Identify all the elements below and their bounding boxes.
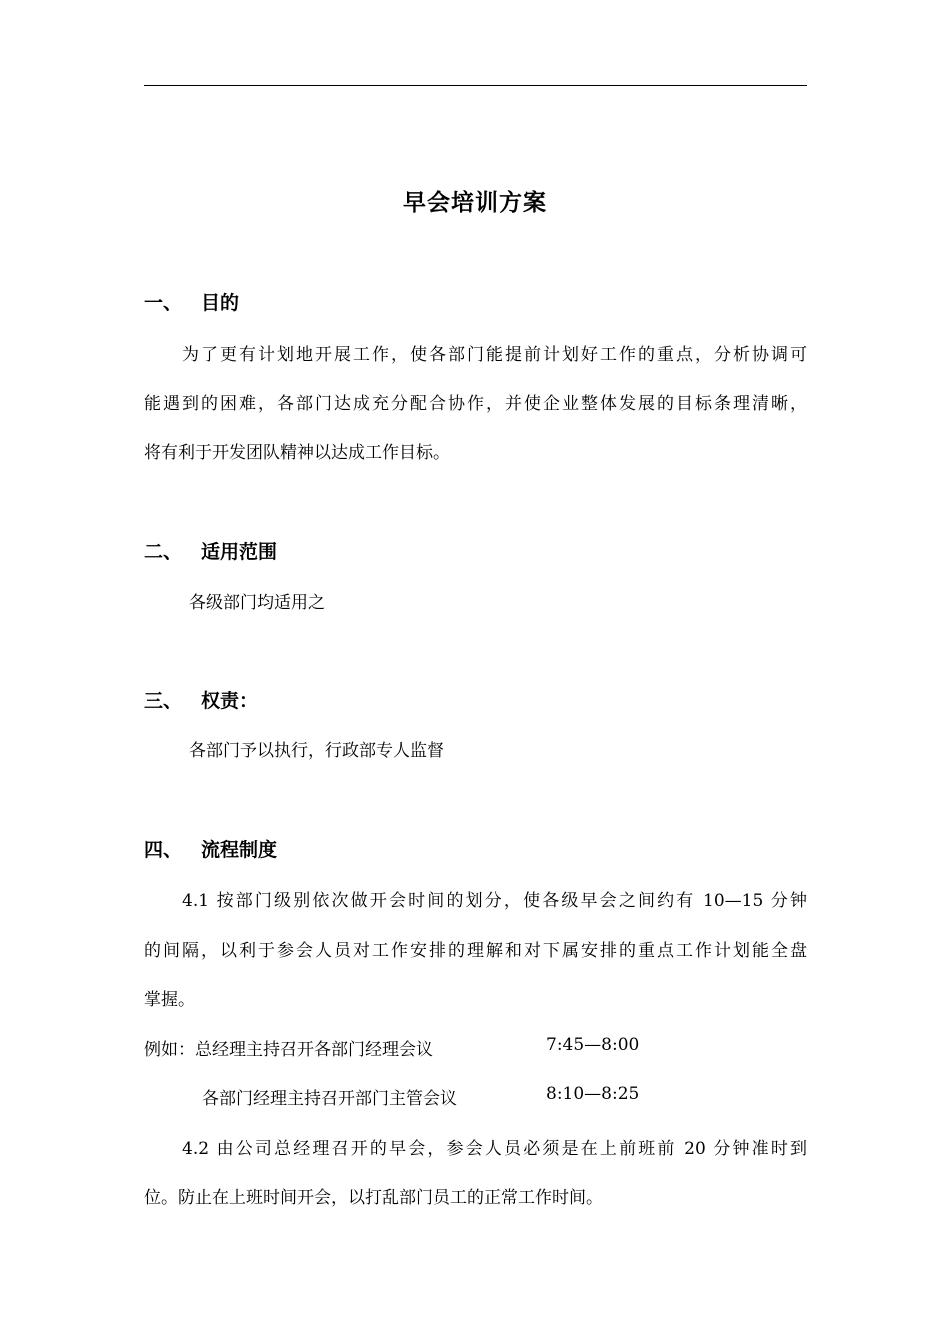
section-3-number: 三、 — [144, 690, 183, 712]
section-1-line-3: 将有利于开发团队精神以达成工作目标。 — [144, 443, 450, 463]
section-1-line-2: 能遇到的困难，各部门达成充分配合协作，并使企业整体发展的目标条理清晰， — [144, 394, 807, 414]
document-title: 早会培训方案 — [403, 189, 547, 216]
header-rule — [144, 85, 807, 86]
section-4-line-2: 的间隔，以利于参会人员对工作安排的理解和对下属安排的重点工作计划能全盘 — [144, 941, 807, 961]
section-2-line-1: 各级部门均适用之 — [189, 593, 325, 613]
section-2-heading — [144, 537, 277, 564]
example-2-time: 8:10—8:25 — [546, 1084, 640, 1104]
section-4-number: 四、 — [144, 839, 183, 861]
section-1-number: 一、 — [144, 292, 183, 314]
section-2-number: 二、 — [144, 541, 183, 563]
example-2-label: 各部门经理主持召开部门主管会议 — [202, 1089, 457, 1109]
example-1-label: 例如：总经理主持召开各部门经理会议 — [144, 1040, 433, 1060]
section-4-line-1: 4.1 按部门级别依次做开会时间的划分，使各级早会之间约有 10—15 分钟 — [182, 891, 807, 911]
section-1-line-1: 为了更有计划地开展工作，使各部门能提前计划好工作的重点，分析协调可 — [182, 345, 807, 365]
section-4-heading — [144, 835, 277, 862]
section-1-heading — [144, 288, 239, 315]
section-4-line-4: 4.2 由公司总经理召开的早会，参会人员必须是在上前班前 20 分钟准时到 — [182, 1139, 807, 1159]
section-3-heading — [144, 686, 258, 713]
section-4-line-5: 位。防止在上班时间开会，以打乱部门员工的正常工作时间。 — [144, 1188, 603, 1208]
section-4-title: 流程制度 — [201, 839, 278, 861]
section-4-line-3: 掌握。 — [144, 990, 195, 1010]
section-2-title: 适用范围 — [201, 541, 278, 563]
section-3-title: 权责： — [201, 690, 259, 712]
example-1-time: 7:45—8:00 — [546, 1035, 640, 1055]
section-1-title: 目的 — [201, 292, 240, 314]
section-3-line-1: 各部门予以执行，行政部专人监督 — [189, 741, 444, 761]
